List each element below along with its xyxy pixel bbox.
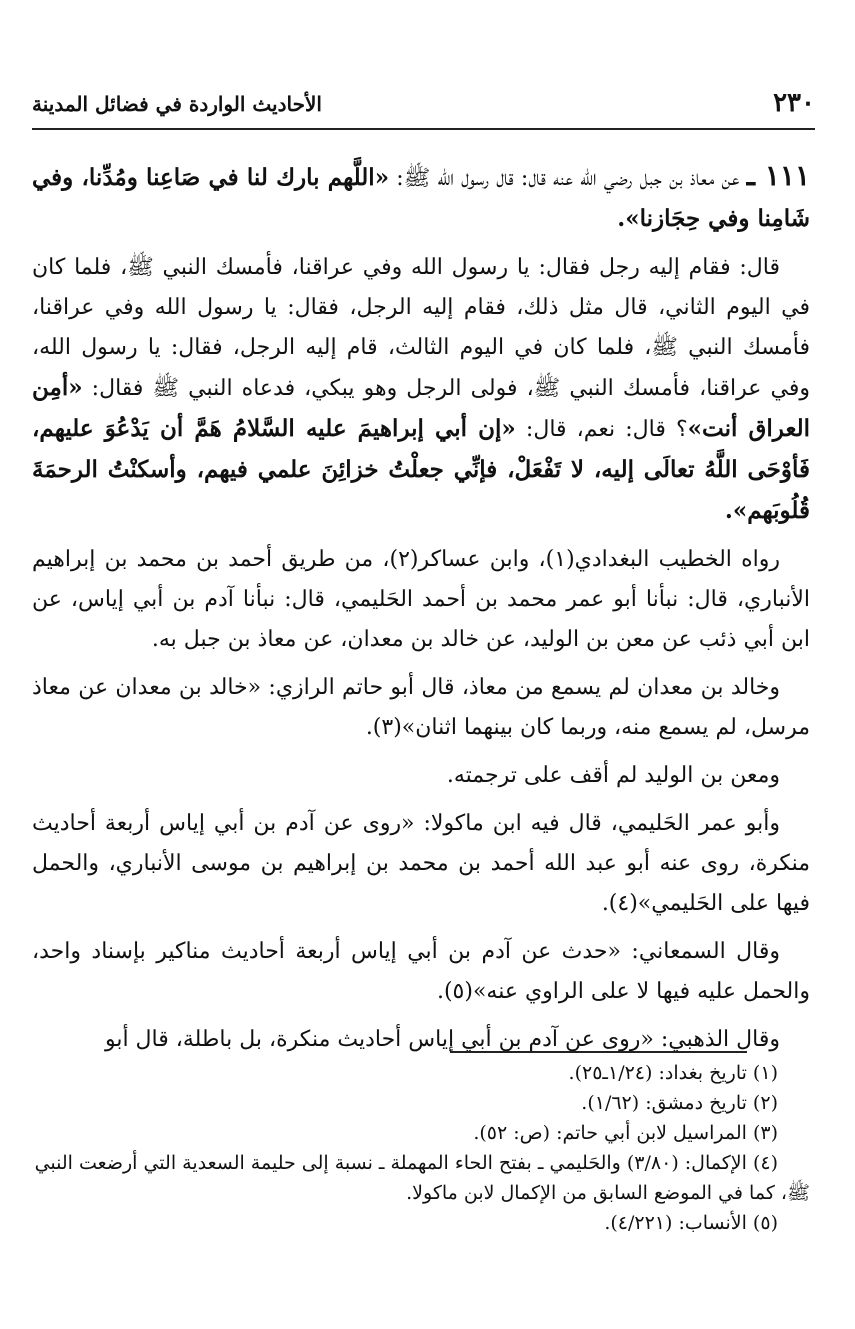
- footnotes: [32, 1058, 810, 1238]
- takhrij-paragraph: رواه الخطيب البغدادي(١)، وابن عساكر(٢)، من طريق أحمد بن محمد بن إبراهيم الأنباري، قال: نبأنا أبو عمر محمد بن أحمد الحَليمي، قال: نبأنا آدم بن أبي إياس، عن ابن أبي ذئب عن معن بن الوليد، عن خالد بن معدان، عن معاذ بن جبل به.: [32, 547, 810, 652]
- narrative-paragraph: [32, 248, 810, 532]
- maan-paragraph: ومعن بن الوليد لم أقف على ترجمته.: [446, 763, 780, 788]
- running-title: الأحاديث الواردة في فضائل المدينة: [32, 92, 322, 116]
- halimi-paragraph: وأبو عمر الحَليمي، قال فيه ابن ماكولا: «روى عن آدم بن أبي إياس أربعة أحاديث منكرة، روى عنه أبو عبد الله أحمد بن محمد بن إبراهيم بن موسى الأنباري، والحمل فيها على الحَليمي»(٤).: [32, 811, 810, 916]
- page-number: ٢٣٠: [773, 88, 815, 118]
- footnote-3: (٣) المراسيل لابن أبي حاتم: (ص: ٥٢).: [473, 1122, 778, 1144]
- footnote-2: (٢) تاريخ دمشق: (١/٦٢).: [581, 1092, 778, 1114]
- footnote-4: (٤) الإكمال: (٣/٨٠) والحَليمي ـ بفتح الحاء المهملة ـ نسبة إلى حليمة السعدية التي أرضعت النبي ﷺ، كما في الموضع السابق من الإكمال لابن ماكولا.: [34, 1152, 810, 1204]
- narrative-quote-2: «إن أبي إبراهيمَ عليه السَّلامُ هَمَّ أن يَدْعُوَ عليهم، فَأوْحَى اللَّهُ تعالَى إليه، لا تَفْعَلْ، فإنِّي جعلْتُ خزائِنَ علمي فيهم، وأسكنْتُ الرحمَةَ قُلُوبَهم».: [32, 415, 810, 524]
- hadith-paragraph: [32, 156, 810, 240]
- narrative-text: قال: فقام إليه رجل فقال: يا رسول الله وفي عراقنا، فأمسك النبي ﷺ، فلما كان في اليوم الثاني، قال مثل ذلك، فقام إليه الرجل، فقال: يا رسول الله وفي عراقنا، فأمسك النبي ﷺ، فلما كان في اليوم الثالث، قام إليه الرجل، فقال: يا رسول الله، وفي عراقنا، فأمسك النبي ﷺ، فولى الرجل وهو يبكي، فدعاه النبي ﷺ فقال:: [32, 255, 810, 401]
- narrative-mid-text: ؟ قال: نعم، قال:: [515, 417, 688, 442]
- narrative-quote-1: «أمِن العراق أنت»: [32, 374, 810, 442]
- footnote-1: (١) تاريخ بغداد: (١/٢٤ـ٢٥).: [568, 1062, 778, 1084]
- hadith-chain-text: عن معاذ بن جبل رضي الله عنه قال: قال رسول الله ﷺ:: [389, 166, 747, 191]
- hadith-number: ١١١ ـ: [746, 159, 811, 192]
- samani-paragraph: وقال السمعاني: «حدث عن آدم بن أبي إياس أربعة أحاديث مناكير بإسناد واحد، والحمل عليه فيها لا على الراوي عنه»(٥).: [32, 939, 810, 1004]
- footnote-separator: [450, 1051, 747, 1053]
- footnote-5: (٥) الأنساب: (٤/٢٢١).: [604, 1212, 778, 1234]
- dhahabi-paragraph: وقال الذهبي: «روى عن آدم بن أبي إياس أحاديث منكرة، بل باطلة، قال أبو: [104, 1027, 780, 1052]
- page-header: [32, 88, 815, 130]
- main-text: [32, 156, 810, 1068]
- hadith-quote: «اللَّهم بارك لنا في صَاعِنا ومُدِّنا، وفي شَامِنا وفي حِجَازنا».: [32, 164, 810, 232]
- khalid-paragraph: وخالد بن معدان لم يسمع من معاذ، قال أبو حاتم الرازي: «خالد بن معدان عن معاذ مرسل، لم يسمع منه، وربما كان بينهما اثنان»(٣).: [32, 675, 810, 740]
